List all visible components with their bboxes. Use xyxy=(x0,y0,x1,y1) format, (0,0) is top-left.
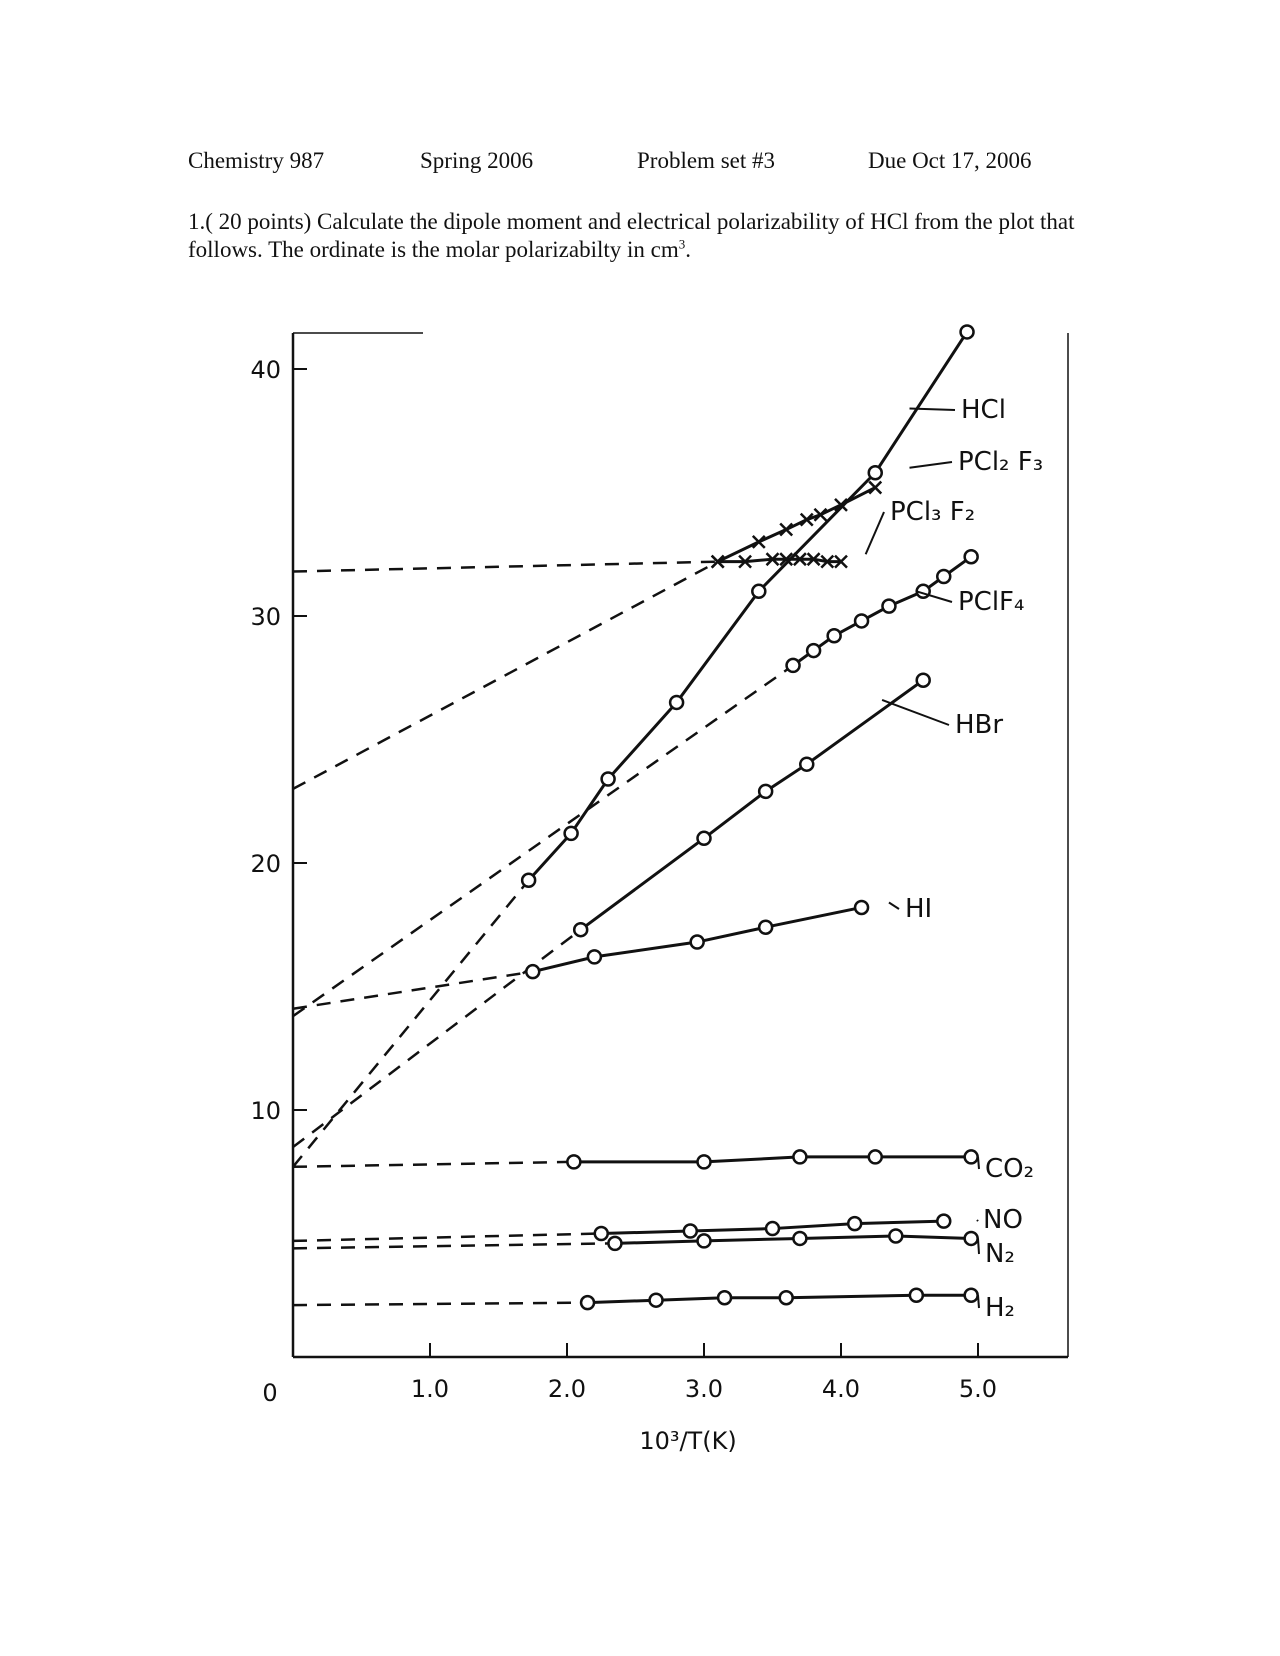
series-label: PClF₄ xyxy=(958,587,1025,617)
x-tick-label: 3.0 xyxy=(684,1375,724,1403)
extrapolation-dashed-line xyxy=(293,562,718,789)
y-tick-label: 10 xyxy=(250,1097,281,1125)
data-point-circle xyxy=(698,832,711,845)
data-point-circle xyxy=(581,1296,594,1309)
series-leader-line xyxy=(978,1238,979,1254)
data-point-circle xyxy=(855,614,868,627)
data-point-circle xyxy=(595,1227,608,1240)
series-label: PCl₂ F₃ xyxy=(958,447,1044,477)
series-line xyxy=(529,332,967,880)
data-point-circle xyxy=(855,901,868,914)
series-label: H₂ xyxy=(985,1293,1015,1323)
data-point-circle xyxy=(766,1222,779,1235)
x-tick-label: 5.0 xyxy=(958,1375,998,1403)
data-point-circle xyxy=(965,1232,978,1245)
x-tick-label: 1.0 xyxy=(410,1375,450,1403)
data-point-circle xyxy=(780,1291,793,1304)
data-point-circle xyxy=(869,466,882,479)
y-tick-label: 40 xyxy=(250,356,281,384)
question-body: 1.( 20 points) Calculate the dipole moment and electrical polarizability of HCl from the plot that follows. The ordinate is the molar polarizabilty in cm xyxy=(188,209,1075,262)
data-point-circle xyxy=(828,629,841,642)
data-point-cross xyxy=(780,524,792,536)
series-label: NO xyxy=(983,1205,1023,1235)
data-point-cross xyxy=(753,536,765,548)
series-leader-line xyxy=(978,1295,979,1308)
data-point-circle xyxy=(910,1289,923,1302)
series-label: HBr xyxy=(955,710,1004,740)
series-leader-line xyxy=(978,1157,979,1169)
series-label: N₂ xyxy=(985,1239,1015,1269)
data-point-circle xyxy=(965,550,978,563)
data-point-circle xyxy=(937,570,950,583)
extrapolation-dashed-line xyxy=(293,880,529,1167)
x-tick-label: 2.0 xyxy=(547,1375,587,1403)
data-point-circle xyxy=(670,696,683,709)
y-tick-label: 30 xyxy=(250,603,281,631)
data-point-circle xyxy=(889,1229,902,1242)
data-point-circle xyxy=(965,1289,978,1302)
data-point-circle xyxy=(787,659,800,672)
question-superscript: 3 xyxy=(678,236,686,252)
data-point-circle xyxy=(698,1234,711,1247)
series-leader-line xyxy=(882,700,949,725)
data-point-circle xyxy=(698,1155,711,1168)
data-point-circle xyxy=(759,921,772,934)
series-label: CO₂ xyxy=(985,1154,1035,1184)
data-point-circle xyxy=(759,785,772,798)
series-leader-line xyxy=(889,903,899,909)
data-point-circle xyxy=(937,1215,950,1228)
data-point-circle xyxy=(869,1150,882,1163)
x-tick-label: 4.0 xyxy=(821,1375,861,1403)
data-point-circle xyxy=(691,936,704,949)
data-point-circle xyxy=(650,1294,663,1307)
question-end: . xyxy=(685,237,692,262)
extrapolation-dashed-line xyxy=(293,930,581,1147)
header-term: Spring 2006 xyxy=(420,148,534,173)
extrapolation-dashed-line xyxy=(293,665,793,1016)
extrapolation-dashed-line xyxy=(293,562,718,572)
data-point-circle xyxy=(965,1150,978,1163)
series-line xyxy=(581,680,924,929)
data-point-circle xyxy=(608,1237,621,1250)
data-point-circle xyxy=(961,325,974,338)
data-point-circle xyxy=(718,1291,731,1304)
data-point-circle xyxy=(917,674,930,687)
extrapolation-dashed-line xyxy=(293,1234,601,1241)
data-point-circle xyxy=(602,773,615,786)
series-leader-line xyxy=(910,462,953,468)
data-point-circle xyxy=(848,1217,861,1230)
data-point-circle xyxy=(793,1150,806,1163)
y-tick-label: 20 xyxy=(250,850,281,878)
data-point-circle xyxy=(574,923,587,936)
header-problem-set: Problem set #3 xyxy=(637,148,775,173)
data-point-circle xyxy=(793,1232,806,1245)
header-course: Chemistry 987 xyxy=(188,148,325,173)
series-line xyxy=(718,559,841,561)
series-leader-line xyxy=(977,1220,978,1221)
series-label: HI xyxy=(905,894,933,924)
data-point-circle xyxy=(588,950,601,963)
extrapolation-dashed-line xyxy=(293,972,533,1009)
data-point-circle xyxy=(800,758,813,771)
header-due-date: Due Oct 17, 2006 xyxy=(868,148,1032,173)
series-label: PCl₃ F₂ xyxy=(890,497,976,527)
origin-label: 0 xyxy=(262,1379,278,1407)
data-point-circle xyxy=(684,1225,697,1238)
data-point-circle xyxy=(752,585,765,598)
extrapolation-dashed-line xyxy=(293,1303,588,1305)
series-line xyxy=(574,1157,971,1162)
data-point-circle xyxy=(522,874,535,887)
data-point-circle xyxy=(807,644,820,657)
extrapolation-dashed-line xyxy=(293,1243,615,1248)
data-point-circle xyxy=(565,827,578,840)
data-point-circle xyxy=(526,965,539,978)
series-label: HCl xyxy=(961,395,1006,425)
extrapolation-dashed-line xyxy=(293,1162,574,1167)
x-axis-label: 10³/T(K) xyxy=(639,1427,737,1455)
data-point-circle xyxy=(882,600,895,613)
series-line xyxy=(718,488,876,562)
data-point-circle xyxy=(567,1155,580,1168)
data-point-cross xyxy=(869,482,881,494)
series-leader-line xyxy=(866,512,884,554)
